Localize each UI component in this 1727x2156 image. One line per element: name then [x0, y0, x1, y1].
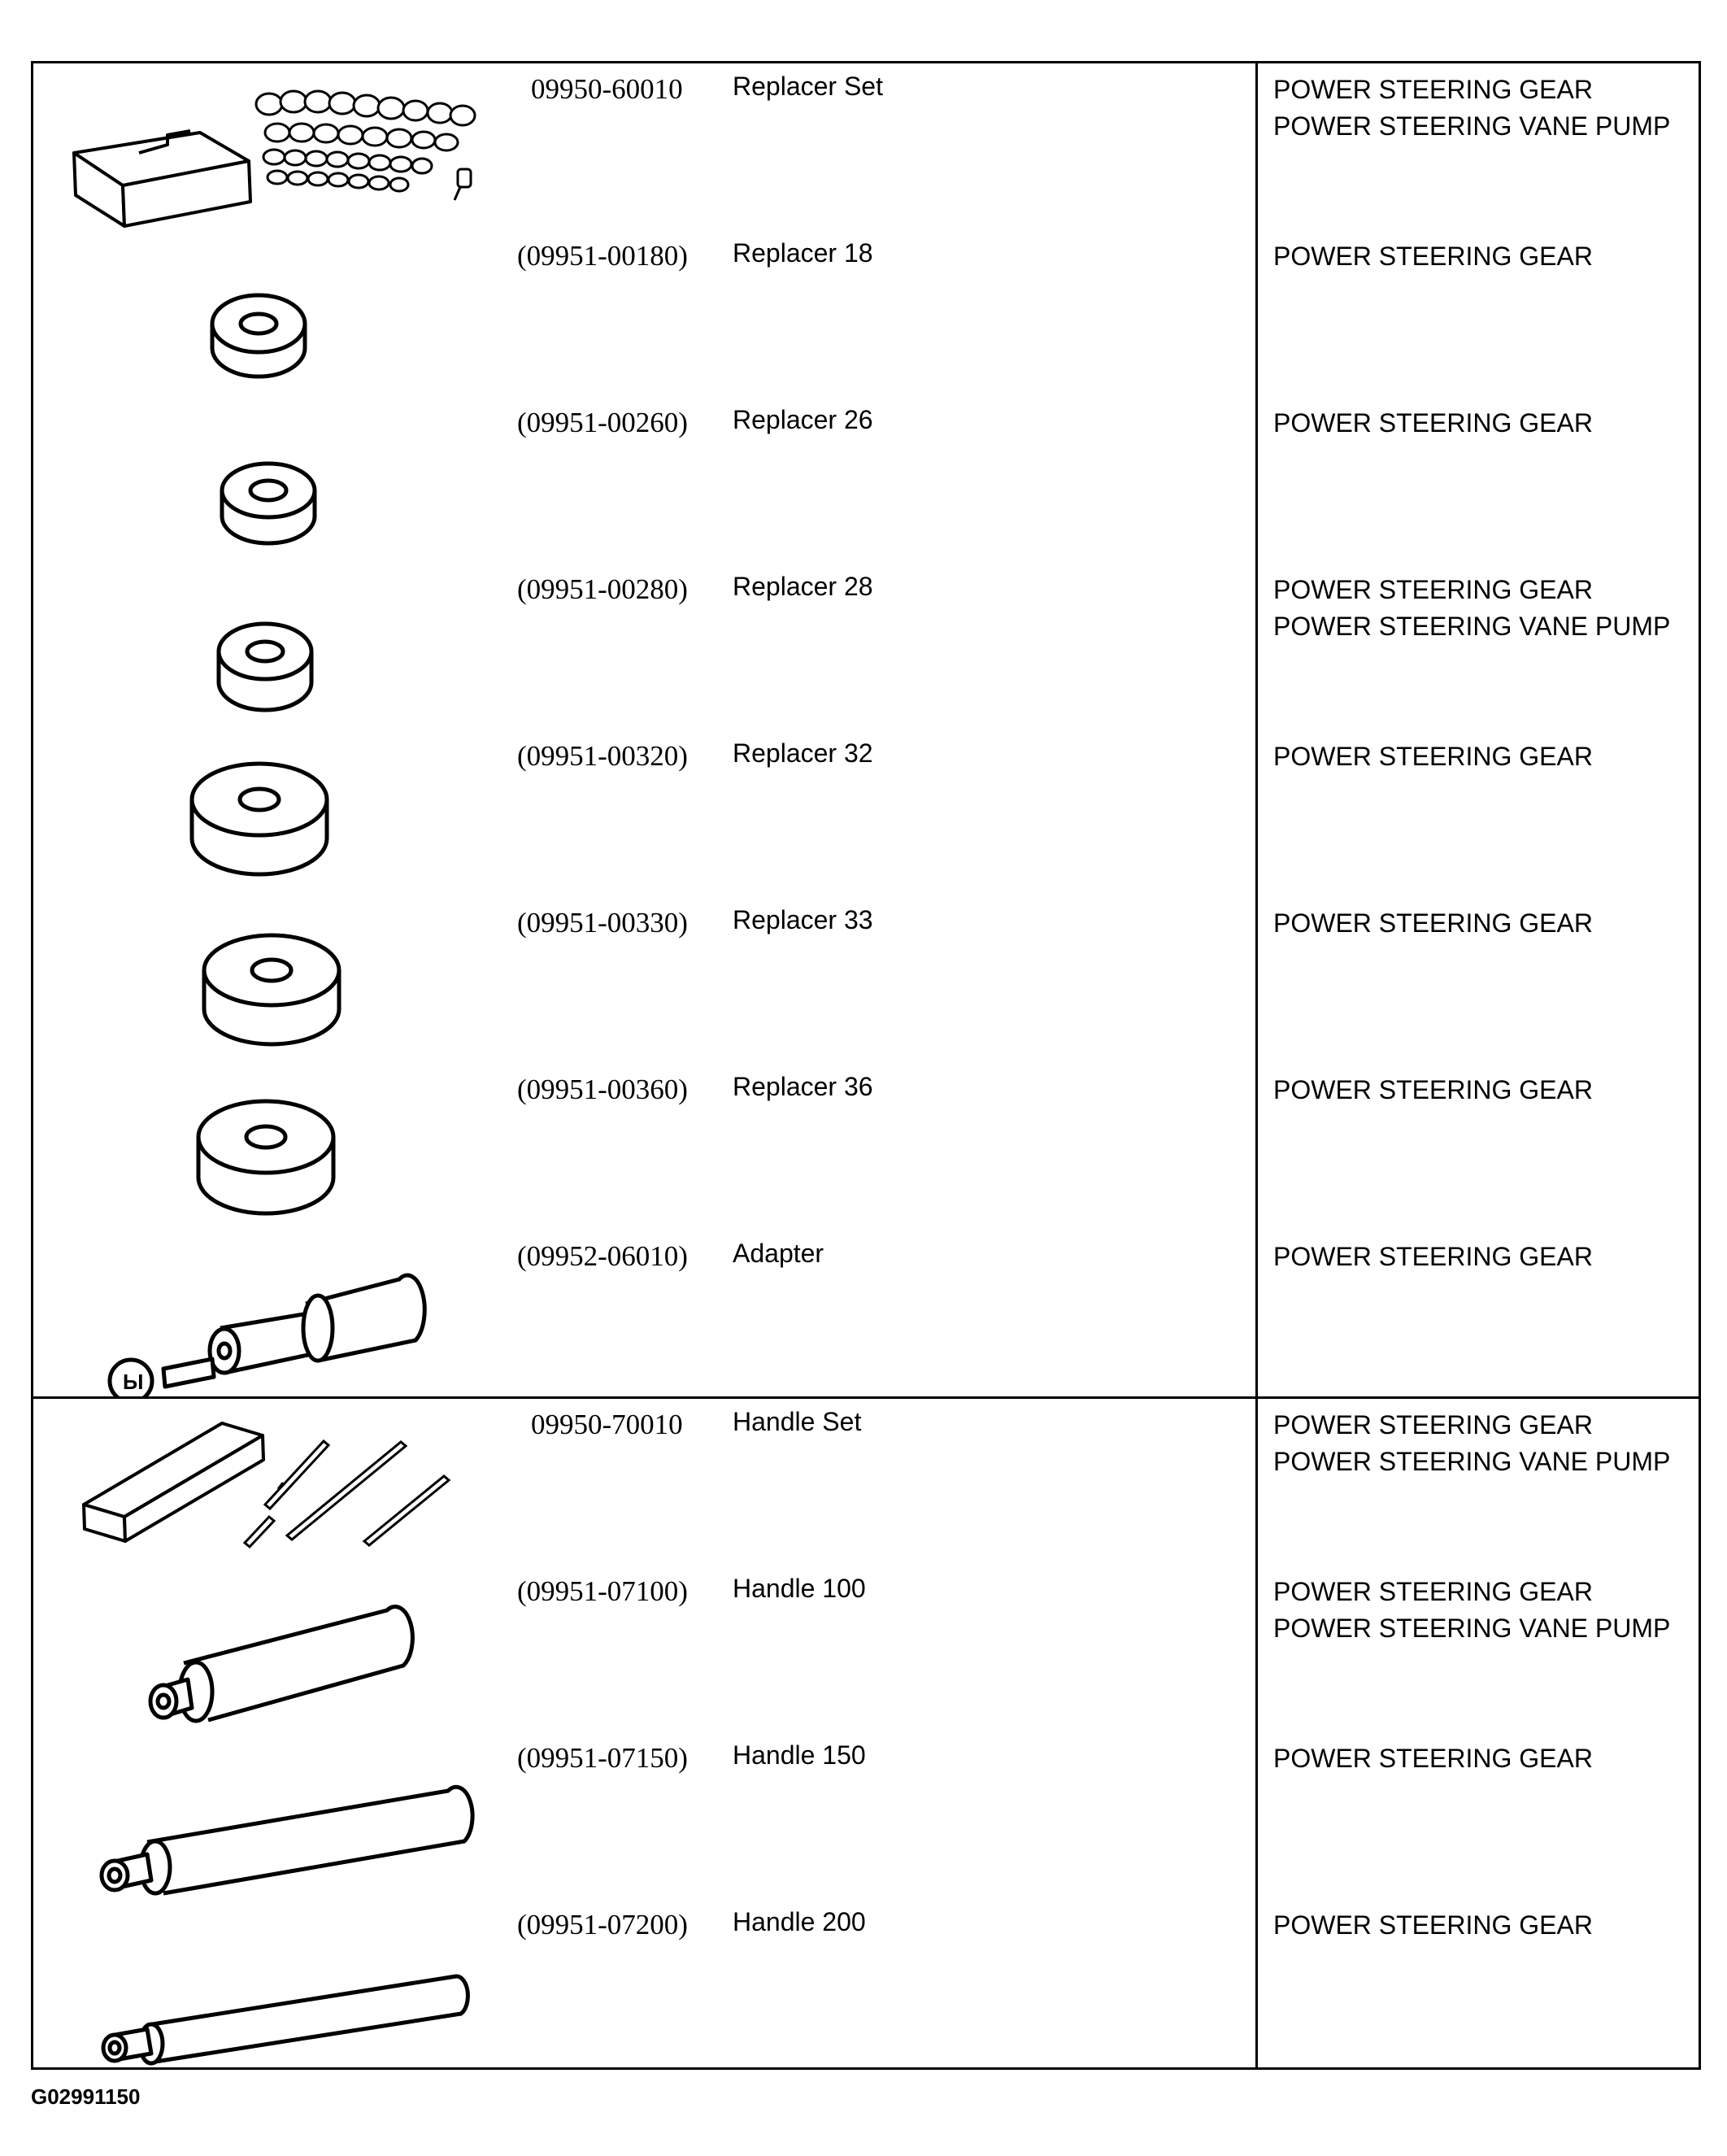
- application-list: [1273, 1407, 1670, 1480]
- replacer-ring-icon: [33, 897, 489, 1064]
- application-item: POWER STEERING GEAR: [1273, 75, 1593, 104]
- application-item: POWER STEERING GEAR: [1273, 1410, 1593, 1440]
- table-row: [33, 1566, 1699, 1732]
- application-item: POWER STEERING GEAR: [1273, 408, 1593, 438]
- application-item: POWER STEERING VANE PUMP: [1273, 1447, 1671, 1476]
- tool-name: Replacer 18: [733, 238, 873, 268]
- part-number: 09950-60010: [531, 73, 683, 105]
- figure-id: G02991150: [31, 2084, 141, 2109]
- application-list: [1273, 1574, 1670, 1647]
- application-list: [1273, 738, 1593, 775]
- application-item: POWER STEERING GEAR: [1273, 742, 1593, 771]
- tool-name: Replacer 26: [733, 405, 873, 434]
- handle-rod-icon: [33, 1899, 489, 2067]
- handle-rod-icon: [33, 1566, 489, 1732]
- table-row: [33, 397, 1699, 564]
- part-number: (09951-00180): [517, 240, 688, 272]
- application-item: POWER STEERING VANE PUMP: [1273, 111, 1671, 141]
- svg-text:Ы: Ы: [123, 1370, 144, 1394]
- table-row: [33, 63, 1699, 230]
- table-row: [33, 730, 1699, 897]
- tool-name: Adapter: [733, 1239, 824, 1268]
- replacer-ring-icon: [33, 230, 489, 397]
- application-list: [1273, 572, 1670, 645]
- handle-set-case-icon: [33, 1399, 489, 1566]
- application-item: POWER STEERING GEAR: [1273, 1075, 1593, 1104]
- application-list: [1273, 405, 1593, 442]
- tool-name: Handle 200: [733, 1907, 866, 1936]
- handle-rod-icon: [33, 1732, 489, 1899]
- tool-name: Handle 100: [733, 1574, 866, 1603]
- part-number: (09952-06010): [517, 1240, 688, 1272]
- table-row: [33, 897, 1699, 1064]
- tool-table: [31, 61, 1701, 2070]
- table-row: [33, 1732, 1699, 1899]
- part-number: (09951-00330): [517, 907, 688, 939]
- tool-name: Replacer 32: [733, 738, 873, 768]
- tool-name: Replacer Set: [733, 72, 883, 101]
- tool-name: Handle 150: [733, 1740, 866, 1770]
- application-list: [1273, 1740, 1593, 1777]
- tool-name: Replacer 36: [733, 1072, 873, 1101]
- part-number: (09951-07100): [517, 1575, 688, 1607]
- replacer-ring-icon: [33, 397, 489, 564]
- application-list: [1273, 1072, 1593, 1108]
- application-item: POWER STEERING GEAR: [1273, 1910, 1593, 1940]
- part-number: (09951-00280): [517, 573, 688, 605]
- tool-name: Replacer 33: [733, 905, 873, 934]
- replacer-ring-icon: [33, 564, 489, 730]
- table-row: [33, 564, 1699, 730]
- application-list: [1273, 72, 1670, 145]
- replacer-set-case-icon: [33, 63, 489, 230]
- part-number: (09951-07200): [517, 1909, 688, 1940]
- application-item: POWER STEERING VANE PUMP: [1273, 612, 1671, 641]
- application-item: POWER STEERING GEAR: [1273, 908, 1593, 938]
- part-number: (09951-07150): [517, 1742, 688, 1774]
- part-number: (09951-00260): [517, 407, 688, 438]
- application-item: POWER STEERING GEAR: [1273, 1577, 1593, 1606]
- application-list: [1273, 905, 1593, 942]
- application-item: POWER STEERING GEAR: [1273, 1242, 1593, 1271]
- application-item: POWER STEERING GEAR: [1273, 575, 1593, 604]
- application-list: [1273, 238, 1593, 275]
- adapter-bolt-icon: [33, 1230, 489, 1396]
- table-row: [33, 1899, 1699, 2067]
- table-row: [33, 1064, 1699, 1230]
- application-item: POWER STEERING GEAR: [1273, 1744, 1593, 1773]
- application-item: POWER STEERING VANE PUMP: [1273, 1614, 1671, 1643]
- table-row: [33, 230, 1699, 397]
- table-row: [33, 1230, 1699, 1396]
- replacer-ring-icon: [33, 1064, 489, 1230]
- tool-name: Replacer 28: [733, 572, 873, 601]
- part-number: 09950-70010: [531, 1409, 683, 1440]
- table-row: [33, 1399, 1699, 1566]
- part-number: (09951-00320): [517, 740, 688, 772]
- tool-name: Handle Set: [733, 1407, 862, 1436]
- application-list: [1273, 1907, 1593, 1944]
- part-number: (09951-00360): [517, 1074, 688, 1105]
- application-item: POWER STEERING GEAR: [1273, 242, 1593, 271]
- application-list: [1273, 1239, 1593, 1275]
- replacer-ring-icon: [33, 730, 489, 897]
